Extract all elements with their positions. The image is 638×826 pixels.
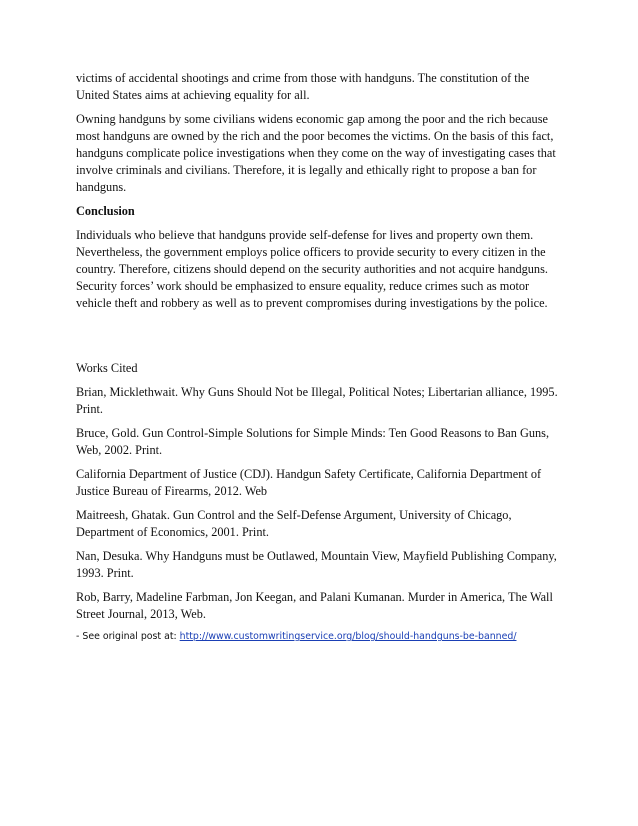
document-page — [76, 70, 564, 644]
source-footer — [76, 630, 564, 644]
citation-entry: Nan, Desuka. Why Handguns must be Outlawed, Mountain View, Mayfield Publishing Company, 1993. Print. — [76, 549, 557, 580]
citation-entry: Rob, Barry, Madeline Farbman, Jon Keegan, and Palani Kumanan. Murder in America, The Wall Street Journal, 2013, Web. — [76, 590, 553, 621]
citation-entry: Maitreesh, Ghatak. Gun Control and the Self-Defense Argument, University of Chicago, Department of Economics, 2001. Print. — [76, 508, 512, 539]
original-post-link[interactable]: http://www.customwritingservice.org/blog/should-handguns-be-banned/ — [179, 631, 517, 642]
citation-entry: Brian, Micklethwait. Why Guns Should Not be Illegal, Political Notes; Libertarian alliance, 1995. Print. — [76, 385, 558, 416]
citation-entry: California Department of Justice (CDJ). Handgun Safety Certificate, California Department of Justice Bureau of Firearms, 2012. Web — [76, 467, 542, 498]
citation-entry: Bruce, Gold. Gun Control-Simple Solutions for Simple Minds: Ten Good Reasons to Ban Guns, Web, 2002. Print. — [76, 426, 550, 457]
body-paragraph-1: victims of accidental shootings and crime from those with handguns. The constitution of the United States aims at achieving equality for all. — [76, 71, 530, 102]
blank-space — [76, 319, 564, 360]
conclusion-paragraph: Individuals who believe that handguns provide self-defense for lives and property own them. Nevertheless, the government employs police officers to provide security to every citizen in the country. Therefore, citizens should depend on the security authorities and not acquire handguns. Security forces’ work should be emphasized to ensure equality, reduce crimes such as motor vehicle theft and robbery as well as to prevent compromises during investigations by the police. — [76, 228, 548, 310]
footer-prefix: - See original post at: — [76, 631, 180, 642]
body-paragraph-2: Owning handguns by some civilians widens economic gap among the poor and the rich because most handguns are owned by the rich and the poor becomes the victims. On the basis of this fact, handguns complicate police investigations when they come on the way of investigating cases that involve criminals and civilians. Therefore, it is legally and ethically right to propose a ban for handguns. — [76, 112, 556, 194]
conclusion-heading: Conclusion — [76, 204, 135, 218]
works-cited-heading: Works Cited — [76, 361, 138, 375]
